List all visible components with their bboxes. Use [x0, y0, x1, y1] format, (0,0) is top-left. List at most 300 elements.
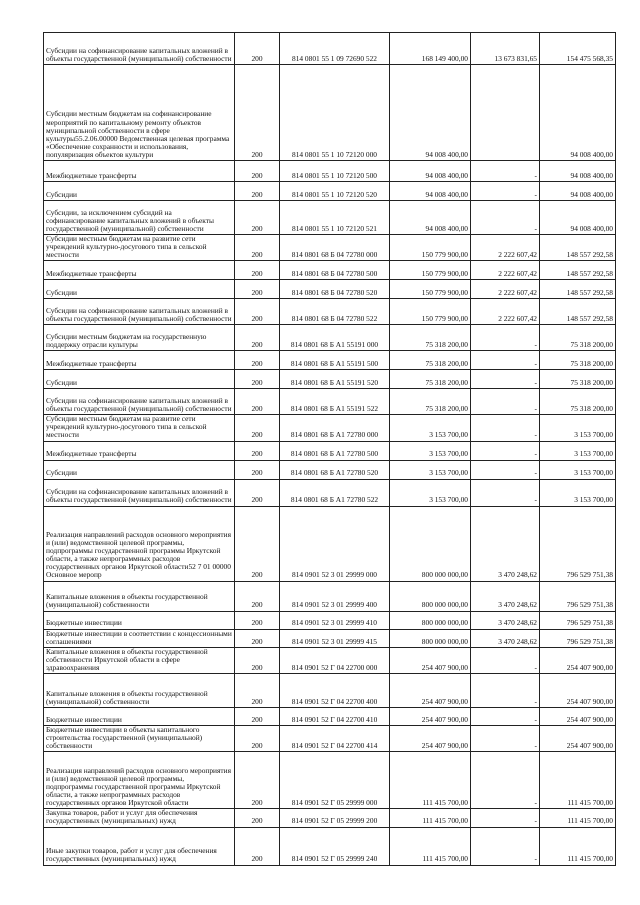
budget-classification-code-text: 814 0801 68 Б А1 72780 520: [290, 468, 379, 478]
budget-classification-code-text: 814 0801 55 1 09 72690 522: [292, 53, 377, 63]
approved-amount-cell: [390, 325, 471, 351]
line-code-cell: [235, 674, 280, 708]
unexecuted-amount-cell: [540, 389, 616, 415]
item-name-cell: [44, 611, 235, 629]
budget-classification-code-cell: [280, 611, 390, 629]
approved-amount-cell: [390, 182, 471, 201]
executed-amount-cell: [471, 280, 540, 299]
executed-amount-text: 3 470 248,62: [498, 600, 537, 610]
executed-amount-cell: [471, 33, 540, 65]
item-name-text: Капитальные вложения в объекты государственной (муниципальной) собственности: [46, 592, 208, 610]
budget-classification-code-cell: [280, 506, 390, 581]
approved-amount-text: 254 407 900,00: [421, 696, 468, 706]
budget-classification-code-cell: [280, 460, 390, 479]
item-name-cell: [44, 235, 235, 261]
executed-amount-text: -: [534, 468, 537, 478]
item-name-cell: [44, 674, 235, 708]
approved-amount-text: 800 000 000,00: [421, 570, 468, 580]
unexecuted-amount-text: 3 153 700,00: [574, 468, 613, 478]
approved-amount-text: 800 000 000,00: [421, 600, 468, 610]
budget-classification-code-cell: [280, 581, 390, 611]
line-code-text: 200: [251, 618, 263, 628]
approved-amount-text: 111 415 700,00: [422, 798, 468, 808]
item-name-text: Субсидии местным бюджетам на софинансирование мероприятий по капитальному ремонту объектов муниципальной собственности в сфере культуры55.2.06.00000 Ведомственная целевая программа «Обеспечение сохранности и использования, популяризация объектов культури: [46, 109, 230, 159]
budget-classification-code-text: 814 0801 55 1 10 72120 521: [292, 223, 377, 233]
executed-amount-cell: [471, 726, 540, 752]
executed-amount-text: -: [534, 696, 537, 706]
line-code-cell: [235, 261, 280, 280]
item-name-text: Субсидии: [46, 189, 78, 199]
table-row: [44, 726, 616, 752]
line-code-text: 200: [251, 570, 263, 580]
item-name-cell: [44, 506, 235, 581]
table-row: [44, 441, 616, 460]
approved-amount-cell: [390, 33, 471, 65]
item-name-text: Субсидии местным бюджетам на государственную поддержку отрасли культуры: [46, 332, 207, 350]
line-code-cell: [235, 65, 280, 161]
budget-classification-code-cell: [280, 415, 390, 441]
unexecuted-amount-cell: [540, 351, 616, 370]
budget-classification-code-text: 814 0901 52 Г 05 29999 200: [291, 816, 378, 826]
budget-classification-code-cell: [280, 441, 390, 460]
item-name-text: Закупка товаров, работ и услуг для обеспечения государственных (муниципальных) нужд: [46, 808, 198, 826]
table-row: [44, 370, 616, 389]
budget-classification-code-text: 814 0801 68 Б 04 72780 500: [291, 269, 378, 279]
table-row: [44, 261, 616, 280]
table-row: [44, 674, 616, 708]
line-code-text: 200: [251, 696, 263, 706]
unexecuted-amount-text: 254 407 900,00: [566, 714, 613, 724]
line-code-cell: [235, 389, 280, 415]
executed-amount-cell: [471, 506, 540, 581]
table-row: [44, 389, 616, 415]
unexecuted-amount-cell: [540, 261, 616, 280]
executed-amount-cell: [471, 161, 540, 182]
line-code-cell: [235, 460, 280, 479]
line-code-text: 200: [251, 714, 263, 724]
executed-amount-cell: [471, 647, 540, 673]
unexecuted-amount-text: 94 008 400,00: [570, 223, 613, 233]
executed-amount-text: 3 470 248,62: [498, 618, 537, 628]
budget-classification-code-cell: [280, 809, 390, 827]
line-code-text: 200: [251, 798, 263, 808]
line-code-text: 200: [251, 359, 263, 369]
approved-amount-text: 3 153 700,00: [429, 449, 468, 459]
item-name-text: Субсидии местным бюджетам на развитие сети учреждений культурно-досугового типа в сельской местности: [46, 234, 207, 260]
item-name-text: Межбюджетные трансферты: [46, 170, 137, 180]
unexecuted-amount-cell: [540, 182, 616, 201]
line-code-text: 200: [251, 600, 263, 610]
table-row: [44, 182, 616, 201]
executed-amount-cell: [471, 441, 540, 460]
item-name-cell: [44, 351, 235, 370]
unexecuted-amount-cell: [540, 809, 616, 827]
budget-classification-code-cell: [280, 827, 390, 865]
line-code-cell: [235, 708, 280, 726]
line-code-cell: [235, 726, 280, 752]
approved-amount-text: 75 318 200,00: [425, 404, 468, 414]
item-name-cell: [44, 65, 235, 161]
item-name-text: Субсидии, за исключением субсидий на софинансирование капитальных вложений в объекты государственной (муниципальной) собственности: [46, 207, 214, 233]
unexecuted-amount-cell: [540, 726, 616, 752]
unexecuted-amount-text: 796 529 751,38: [566, 600, 613, 610]
executed-amount-cell: [471, 460, 540, 479]
table-row: [44, 827, 616, 865]
budget-classification-code-text: 814 0901 52 Г 05 29999 000: [291, 798, 378, 808]
item-name-cell: [44, 299, 235, 325]
unexecuted-amount-text: 254 407 900,00: [566, 662, 613, 672]
unexecuted-amount-cell: [540, 674, 616, 708]
item-name-cell: [44, 161, 235, 182]
item-name-text: Субсидии: [46, 378, 78, 388]
item-name-text: Бюджетные инвестиции: [46, 714, 122, 724]
approved-amount-text: 75 318 200,00: [425, 340, 468, 350]
executed-amount-cell: [471, 261, 540, 280]
approved-amount-text: 150 779 900,00: [421, 288, 468, 298]
approved-amount-cell: [390, 351, 471, 370]
executed-amount-cell: [471, 581, 540, 611]
line-code-cell: [235, 299, 280, 325]
approved-amount-cell: [390, 708, 471, 726]
unexecuted-amount-text: 254 407 900,00: [566, 741, 613, 751]
approved-amount-cell: [390, 299, 471, 325]
budget-classification-code-cell: [280, 351, 390, 370]
table-row: [44, 280, 616, 299]
item-name-cell: [44, 809, 235, 827]
executed-amount-text: 3 470 248,62: [498, 570, 537, 580]
item-name-text: Межбюджетные трансферты: [46, 449, 137, 459]
line-code-cell: [235, 415, 280, 441]
executed-amount-cell: [471, 479, 540, 506]
executed-amount-cell: [471, 415, 540, 441]
budget-classification-code-cell: [280, 182, 390, 201]
line-code-text: 200: [251, 288, 263, 298]
budget-classification-code-text: 814 0801 68 Б А1 72780 500: [290, 449, 379, 459]
line-code-text: 200: [251, 340, 263, 350]
line-code-text: 200: [251, 449, 263, 459]
executed-amount-text: -: [534, 189, 537, 199]
item-name-cell: [44, 629, 235, 647]
executed-amount-text: -: [534, 798, 537, 808]
table-row: [44, 708, 616, 726]
line-code-cell: [235, 201, 280, 235]
unexecuted-amount-text: 94 008 400,00: [570, 149, 613, 159]
item-name-cell: [44, 261, 235, 280]
budget-classification-code-text: 814 0901 52 Г 04 22700 410: [291, 714, 378, 724]
unexecuted-amount-cell: [540, 827, 616, 865]
approved-amount-text: 111 415 700,00: [422, 854, 468, 864]
executed-amount-cell: [471, 325, 540, 351]
budget-classification-code-cell: [280, 752, 390, 809]
unexecuted-amount-cell: [540, 235, 616, 261]
table-row: [44, 33, 616, 65]
approved-amount-cell: [390, 460, 471, 479]
item-name-text: Реализация направлений расходов основного мероприятия и (или) ведомственной целевой программы, подпрограммы государственной программы Иркутской области, а также непрограммных расходов государственных органов Иркутской области: [46, 765, 231, 808]
line-code-cell: [235, 441, 280, 460]
unexecuted-amount-text: 148 557 292,58: [566, 288, 613, 298]
approved-amount-cell: [390, 370, 471, 389]
line-code-text: 200: [251, 468, 263, 478]
executed-amount-cell: [471, 611, 540, 629]
unexecuted-amount-text: 94 008 400,00: [570, 189, 613, 199]
unexecuted-amount-cell: [540, 299, 616, 325]
unexecuted-amount-text: 796 529 751,38: [566, 636, 613, 646]
item-name-text: Субсидии на софинансирование капитальных вложений в объекты государственной (муниципальной) собственности: [46, 45, 232, 63]
unexecuted-amount-text: 148 557 292,58: [566, 314, 613, 324]
table-row: [44, 460, 616, 479]
unexecuted-amount-cell: [540, 370, 616, 389]
unexecuted-amount-cell: [540, 629, 616, 647]
unexecuted-amount-cell: [540, 201, 616, 235]
executed-amount-cell: [471, 809, 540, 827]
executed-amount-cell: [471, 235, 540, 261]
table-row: [44, 809, 616, 827]
approved-amount-cell: [390, 581, 471, 611]
item-name-cell: [44, 415, 235, 441]
unexecuted-amount-cell: [540, 33, 616, 65]
item-name-text: Субсидии: [46, 468, 78, 478]
executed-amount-cell: [471, 708, 540, 726]
item-name-cell: [44, 182, 235, 201]
executed-amount-text: -: [534, 223, 537, 233]
executed-amount-cell: [471, 629, 540, 647]
item-name-cell: [44, 33, 235, 65]
executed-amount-text: -: [534, 854, 537, 864]
approved-amount-text: 800 000 000,00: [421, 618, 468, 628]
table-row: [44, 65, 616, 161]
budget-classification-code-text: 814 0801 68 Б А1 55191 000: [290, 340, 379, 350]
approved-amount-text: 254 407 900,00: [421, 741, 468, 751]
unexecuted-amount-cell: [540, 460, 616, 479]
line-code-text: 200: [251, 189, 263, 199]
approved-amount-cell: [390, 65, 471, 161]
approved-amount-cell: [390, 280, 471, 299]
unexecuted-amount-cell: [540, 581, 616, 611]
line-code-text: 200: [251, 378, 263, 388]
approved-amount-text: 254 407 900,00: [421, 662, 468, 672]
item-name-text: Реализация направлений расходов основного мероприятия и (или) ведомственной целевой программы, подпрограммы государственной программы Иркутской области, а также непрограммных расходов государственных органов Иркутской области52 7 01 00000 Основное меропр: [46, 530, 231, 580]
executed-amount-cell: [471, 674, 540, 708]
line-code-text: 200: [251, 816, 263, 826]
executed-amount-text: -: [534, 662, 537, 672]
item-name-cell: [44, 325, 235, 351]
item-name-cell: [44, 479, 235, 506]
budget-classification-code-cell: [280, 647, 390, 673]
line-code-cell: [235, 752, 280, 809]
executed-amount-text: 2 222 607,42: [498, 250, 537, 260]
budget-classification-code-cell: [280, 33, 390, 65]
budget-classification-code-text: 814 0801 55 1 10 72120 520: [292, 189, 377, 199]
item-name-text: Бюджетные инвестиции: [46, 618, 122, 628]
unexecuted-amount-text: 111 415 700,00: [567, 854, 613, 864]
line-code-cell: [235, 325, 280, 351]
executed-amount-text: -: [534, 495, 537, 505]
executed-amount-text: -: [534, 741, 537, 751]
line-code-cell: [235, 351, 280, 370]
approved-amount-cell: [390, 201, 471, 235]
line-code-text: 200: [251, 223, 263, 233]
budget-classification-code-cell: [280, 280, 390, 299]
line-code-text: 200: [251, 53, 263, 63]
budget-classification-code-cell: [280, 370, 390, 389]
unexecuted-amount-cell: [540, 479, 616, 506]
unexecuted-amount-cell: [540, 506, 616, 581]
line-code-cell: [235, 33, 280, 65]
approved-amount-text: 150 779 900,00: [421, 269, 468, 279]
approved-amount-cell: [390, 629, 471, 647]
unexecuted-amount-text: 75 318 200,00: [570, 378, 613, 388]
unexecuted-amount-cell: [540, 611, 616, 629]
table-row: [44, 351, 616, 370]
budget-classification-code-text: 814 0801 68 Б 04 72780 000: [291, 250, 378, 260]
approved-amount-text: 3 153 700,00: [429, 495, 468, 505]
item-name-text: Субсидии на софинансирование капитальных вложений в объекты государственной (муниципальной) собственности: [46, 487, 232, 505]
budget-classification-code-text: 814 0801 55 1 10 72120 500: [292, 170, 377, 180]
line-code-cell: [235, 280, 280, 299]
approved-amount-cell: [390, 809, 471, 827]
approved-amount-cell: [390, 441, 471, 460]
unexecuted-amount-cell: [540, 65, 616, 161]
approved-amount-text: 94 008 400,00: [425, 223, 468, 233]
unexecuted-amount-cell: [540, 647, 616, 673]
table-row: [44, 325, 616, 351]
executed-amount-cell: [471, 182, 540, 201]
line-code-text: 200: [251, 854, 263, 864]
executed-amount-text: 2 222 607,42: [498, 314, 537, 324]
budget-classification-code-text: 814 0901 52 3 01 29999 410: [292, 618, 377, 628]
item-name-text: Бюджетные инвестиции в объекты капитального строительства государственной (муниципальной) собственности: [46, 725, 203, 751]
item-name-text: Бюджетные инвестиции в соответствии с концессионными соглашениями: [46, 629, 232, 646]
item-name-text: Субсидии местным бюджетам на развитие сети учреждений культурно-досугового типа в сельской местности: [46, 414, 207, 440]
approved-amount-text: 3 153 700,00: [429, 468, 468, 478]
executed-amount-cell: [471, 201, 540, 235]
executed-amount-cell: [471, 370, 540, 389]
unexecuted-amount-cell: [540, 708, 616, 726]
line-code-text: 200: [251, 741, 263, 751]
item-name-text: Межбюджетные трансферты: [46, 269, 137, 279]
table-row: [44, 506, 616, 581]
budget-classification-code-cell: [280, 299, 390, 325]
approved-amount-cell: [390, 479, 471, 506]
executed-amount-text: 3 470 248,62: [498, 636, 537, 646]
budget-classification-code-text: 814 0801 55 1 10 72120 000: [292, 149, 377, 159]
table-body: [44, 33, 616, 866]
table-row: [44, 299, 616, 325]
line-code-cell: [235, 827, 280, 865]
approved-amount-cell: [390, 235, 471, 261]
executed-amount-text: 13 673 831,65: [494, 53, 537, 63]
table-row: [44, 752, 616, 809]
unexecuted-amount-text: 3 153 700,00: [574, 430, 613, 440]
line-code-text: 200: [251, 149, 263, 159]
item-name-text: Субсидии на софинансирование капитальных вложений в объекты государственной (муниципальной) собственности: [46, 306, 232, 324]
table-row: [44, 235, 616, 261]
budget-classification-code-cell: [280, 726, 390, 752]
approved-amount-cell: [390, 261, 471, 280]
budget-classification-code-text: 814 0901 52 Г 04 22700 400: [291, 696, 378, 706]
line-code-text: 200: [251, 495, 263, 505]
item-name-cell: [44, 460, 235, 479]
approved-amount-text: 111 415 700,00: [422, 816, 468, 826]
budget-classification-code-cell: [280, 161, 390, 182]
unexecuted-amount-cell: [540, 325, 616, 351]
item-name-cell: [44, 581, 235, 611]
executed-amount-text: -: [534, 714, 537, 724]
unexecuted-amount-cell: [540, 280, 616, 299]
line-code-cell: [235, 506, 280, 581]
unexecuted-amount-text: 111 415 700,00: [567, 798, 613, 808]
item-name-text: Субсидии: [46, 288, 78, 298]
budget-execution-table: [43, 32, 616, 866]
budget-classification-code-cell: [280, 629, 390, 647]
budget-classification-code-text: 814 0801 68 Б А1 55191 520: [290, 378, 379, 388]
budget-classification-code-text: 814 0901 52 Г 05 29999 240: [291, 854, 378, 864]
budget-classification-code-text: 814 0801 68 Б А1 72780 522: [290, 495, 379, 505]
line-code-text: 200: [251, 170, 263, 180]
budget-classification-code-cell: [280, 261, 390, 280]
executed-amount-text: -: [534, 816, 537, 826]
line-code-text: 200: [251, 636, 263, 646]
item-name-text: Капитальные вложения в объекты государственной (муниципальной) собственности: [46, 688, 208, 706]
item-name-cell: [44, 441, 235, 460]
executed-amount-text: -: [534, 404, 537, 414]
approved-amount-cell: [390, 726, 471, 752]
budget-classification-code-cell: [280, 479, 390, 506]
item-name-cell: [44, 370, 235, 389]
executed-amount-cell: [471, 752, 540, 809]
unexecuted-amount-cell: [540, 161, 616, 182]
executed-amount-text: -: [534, 170, 537, 180]
approved-amount-text: 75 318 200,00: [425, 359, 468, 369]
budget-classification-code-text: 814 0901 52 Г 04 22700 414: [291, 741, 378, 751]
budget-classification-code-text: 814 0801 68 Б А1 55191 522: [290, 404, 379, 414]
approved-amount-text: 150 779 900,00: [421, 314, 468, 324]
budget-classification-code-cell: [280, 65, 390, 161]
approved-amount-text: 800 000 000,00: [421, 636, 468, 646]
approved-amount-text: 75 318 200,00: [425, 378, 468, 388]
table-row: [44, 161, 616, 182]
line-code-cell: [235, 581, 280, 611]
item-name-cell: [44, 726, 235, 752]
table-row: [44, 479, 616, 506]
executed-amount-text: 2 222 607,42: [498, 288, 537, 298]
budget-classification-code-cell: [280, 235, 390, 261]
approved-amount-cell: [390, 752, 471, 809]
executed-amount-text: -: [534, 449, 537, 459]
unexecuted-amount-text: 154 475 568,35: [566, 53, 613, 63]
unexecuted-amount-text: 75 318 200,00: [570, 340, 613, 350]
unexecuted-amount-text: 148 557 292,58: [566, 250, 613, 260]
approved-amount-cell: [390, 647, 471, 673]
executed-amount-text: -: [534, 378, 537, 388]
item-name-cell: [44, 752, 235, 809]
budget-classification-code-text: 814 0801 68 Б 04 72780 520: [291, 288, 378, 298]
executed-amount-text: -: [534, 430, 537, 440]
budget-classification-code-text: 814 0801 68 Б А1 72780 000: [290, 430, 379, 440]
unexecuted-amount-cell: [540, 752, 616, 809]
item-name-text: Иные закупки товаров, работ и услуг для обеспечения государственных (муниципальных) нужд: [46, 846, 217, 864]
approved-amount-cell: [390, 674, 471, 708]
unexecuted-amount-text: 796 529 751,38: [566, 570, 613, 580]
unexecuted-amount-cell: [540, 415, 616, 441]
approved-amount-text: 94 008 400,00: [425, 170, 468, 180]
item-name-cell: [44, 647, 235, 673]
budget-classification-code-cell: [280, 708, 390, 726]
unexecuted-amount-text: 94 008 400,00: [570, 170, 613, 180]
unexecuted-amount-cell: [540, 441, 616, 460]
line-code-cell: [235, 235, 280, 261]
table-row: [44, 647, 616, 673]
